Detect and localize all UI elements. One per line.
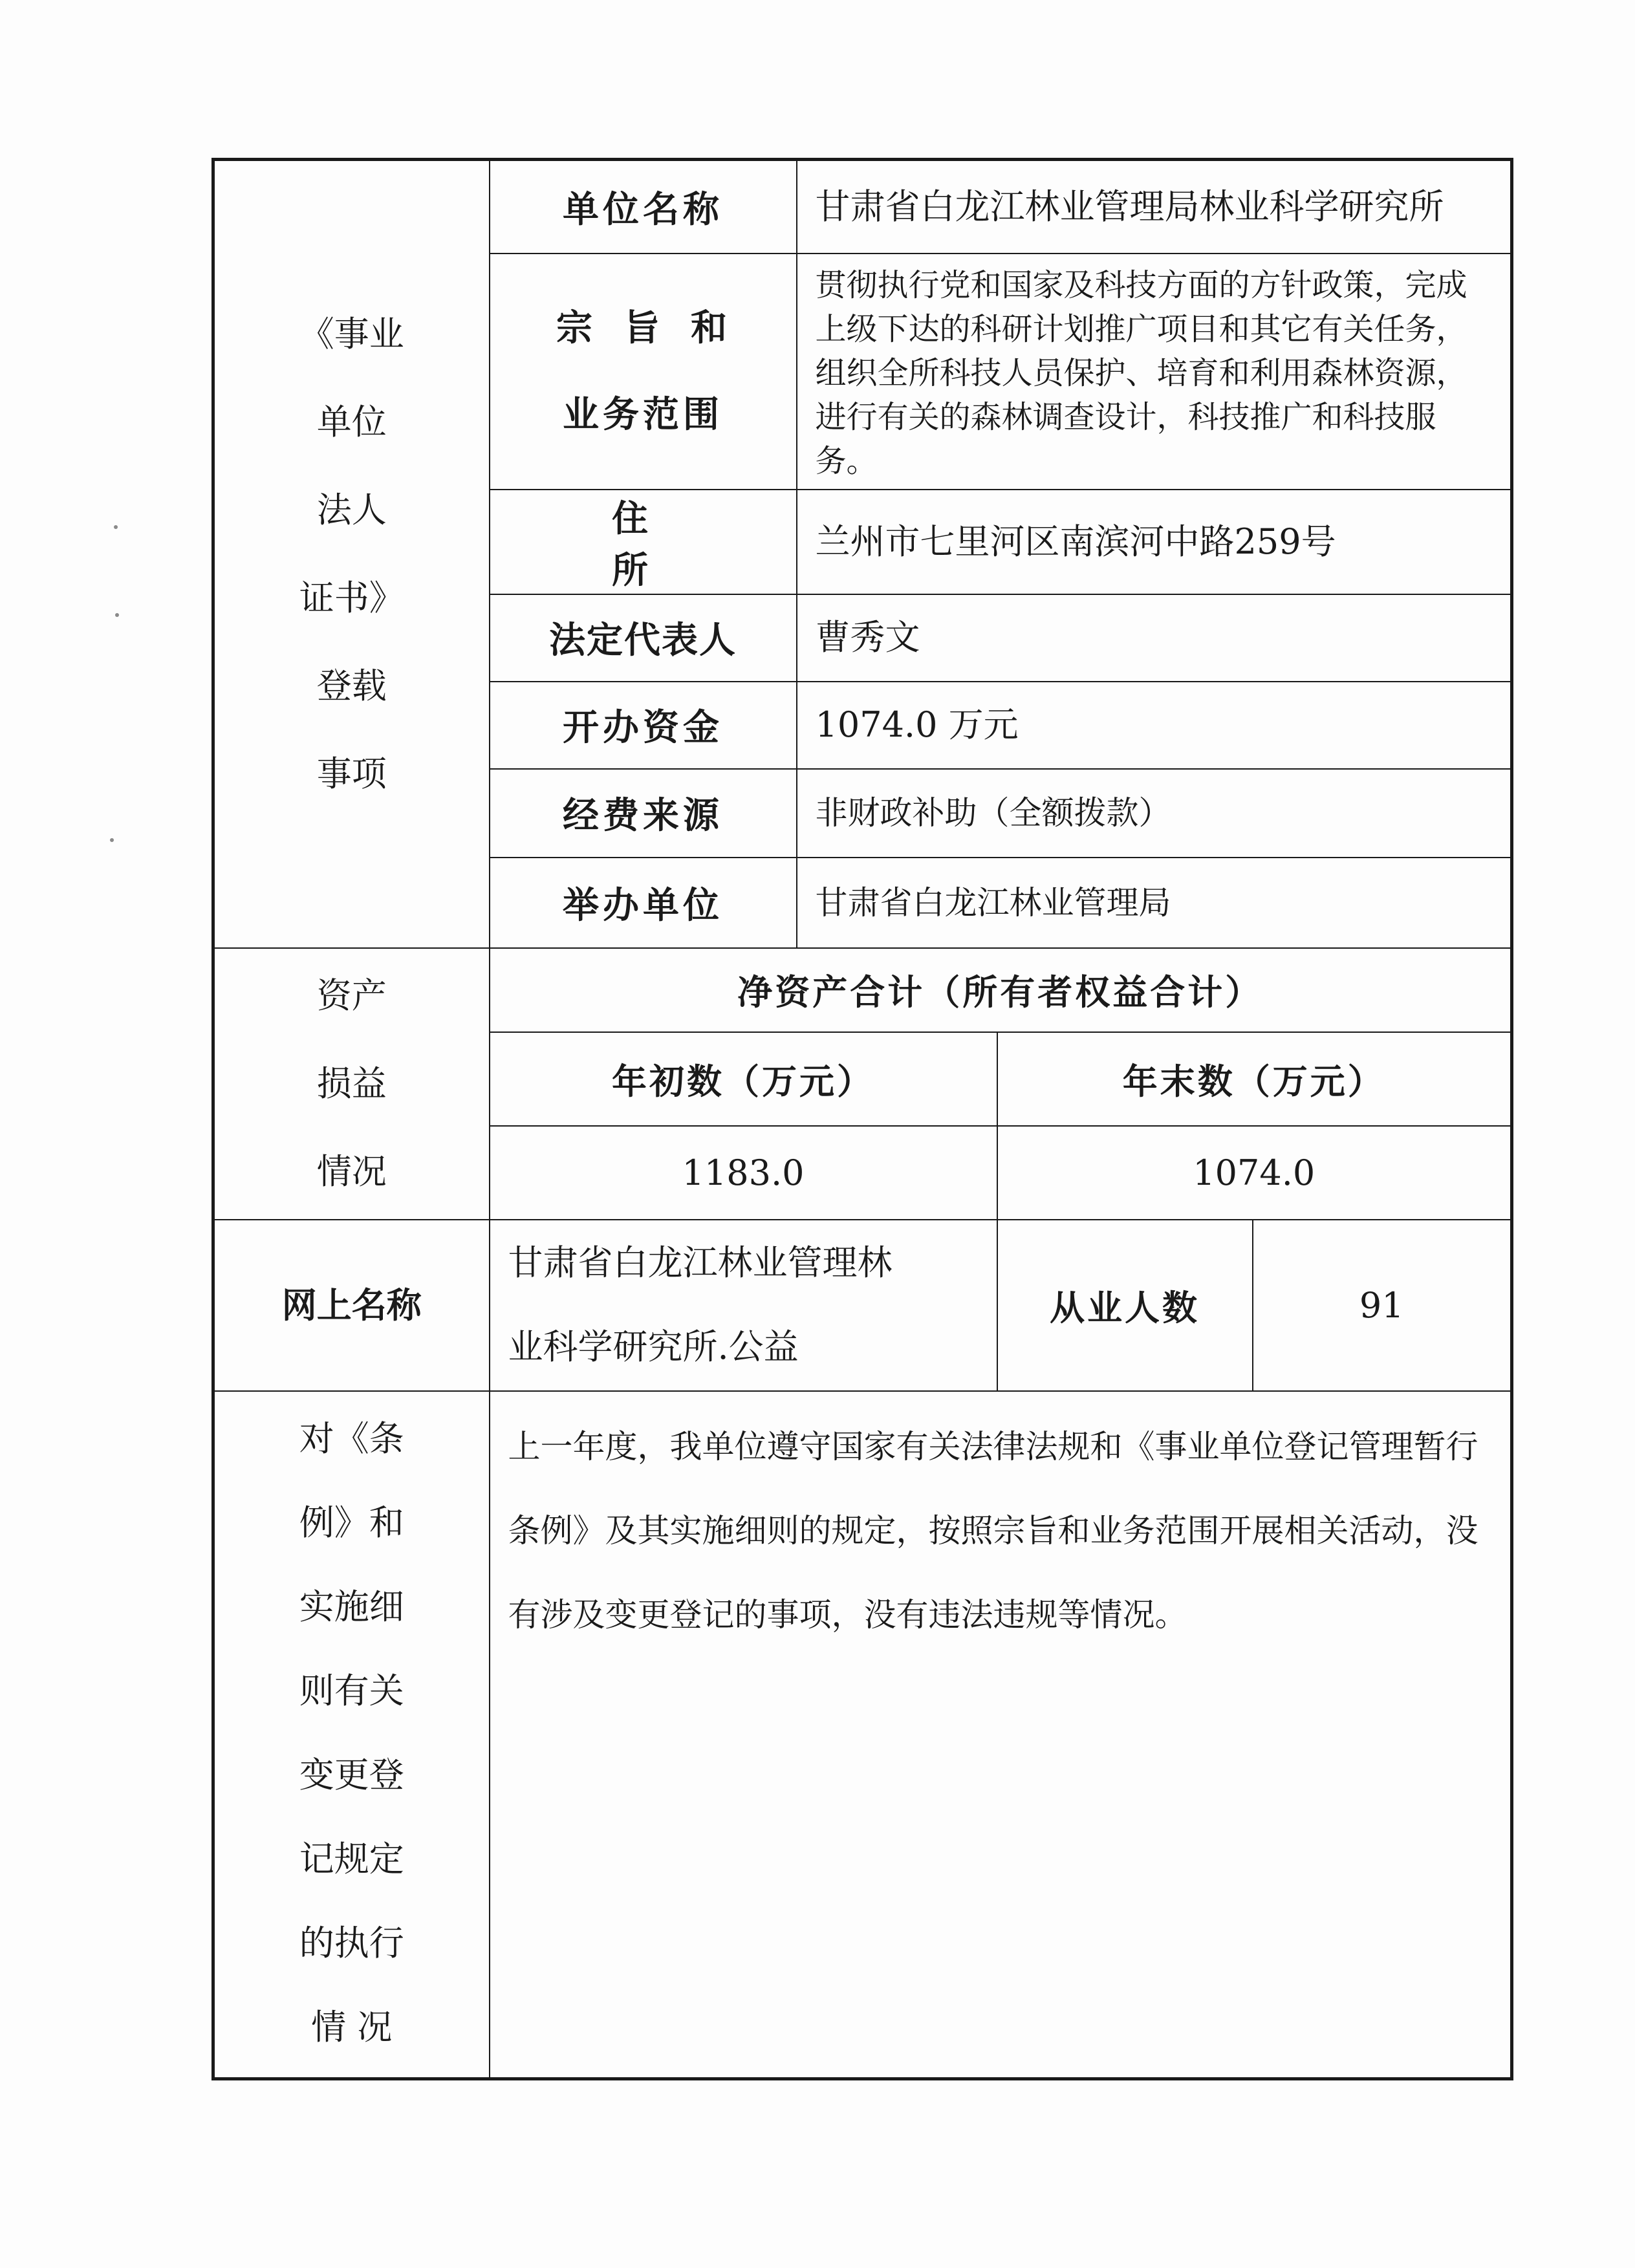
register-label-line: 单位 (316, 401, 387, 442)
scan-speck (110, 838, 114, 842)
register-label-line: 事项 (316, 753, 387, 794)
row-online-name (213, 1220, 1512, 1391)
legal-rep-value: 曹秀文 (797, 594, 1512, 682)
address-label: 住所 (490, 490, 797, 594)
unit-name-value: 甘肃省白龙江林业管理局林业科学研究所 (797, 160, 1512, 254)
assets-label-line: 损益 (316, 1063, 387, 1104)
compliance-label-line: 记规定 (299, 1838, 404, 1879)
sponsor-label: 举办单位 (490, 858, 797, 948)
compliance-label-line: 变更登 (299, 1754, 404, 1795)
register-label-line: 法人 (316, 489, 387, 530)
purpose-label (490, 254, 797, 490)
address-value: 兰州市七里河区南滨河中路259号 (797, 490, 1512, 594)
unit-name-label: 单位名称 (490, 160, 797, 254)
scan-speck (114, 525, 118, 529)
funding-source-value: 非财政补助（全额拨款） (797, 769, 1512, 858)
assets-label-line: 情况 (316, 1150, 387, 1192)
compliance-label-line: 情 况 (311, 2006, 393, 2047)
row-unit-name (213, 160, 1512, 254)
row-compliance (213, 1391, 1512, 2079)
purpose-value: 贯彻执行党和国家及科技方面的方针政策，完成上级下达的科研计划推广项目和其它有关任务，组织全所科技人员保护、培育和利用森林资源，进行有关的森林调查设计，科技推广和科技服务。 (797, 254, 1512, 490)
scan-speck (115, 613, 119, 617)
compliance-label-line: 例》和 (299, 1502, 404, 1543)
section-register-label (213, 160, 490, 948)
staff-count-label: 从业人数 (997, 1220, 1253, 1391)
net-assets-header: 净资产合计（所有者权益合计） (490, 948, 1512, 1032)
section-compliance-label (213, 1391, 490, 2079)
registration-form-table (211, 158, 1513, 2080)
capital-value: 1074.0 万元 (797, 682, 1512, 769)
register-label-line: 证书》 (299, 577, 404, 618)
register-label-line: 《事业 (299, 313, 404, 354)
legal-rep-label: 法定代表人 (490, 594, 797, 682)
register-label-line: 登载 (316, 665, 387, 706)
compliance-label-line: 的执行 (299, 1922, 404, 1963)
compliance-statement: 上一年度，我单位遵守国家有关法律法规和《事业单位登记管理暂行条例》及其实施细则的规定，按照宗旨和业务范围开展相关活动，没有涉及变更登记的事项，没有违法违规等情况。 (490, 1391, 1512, 2079)
assets-label-line: 资产 (316, 975, 387, 1016)
online-name-value (490, 1220, 997, 1391)
compliance-label-line: 实施细 (299, 1586, 404, 1627)
compliance-label-line: 对《条 (299, 1418, 404, 1459)
purpose-label-line: 业务范围 (563, 393, 723, 436)
row-assets-header (213, 948, 1512, 1032)
purpose-label-line: 宗旨和 (556, 307, 758, 349)
online-name-line: 甘肃省白龙江林业管理林 (508, 1242, 893, 1283)
section-assets-label (213, 948, 490, 1220)
online-name-line: 业科学研究所.公益 (508, 1326, 799, 1367)
capital-label: 开办资金 (490, 682, 797, 769)
begin-year-value: 1183.0 (490, 1126, 997, 1220)
sponsor-value: 甘肃省白龙江林业管理局 (797, 858, 1512, 948)
online-name-label: 网上名称 (213, 1220, 490, 1391)
staff-count-value: 91 (1253, 1220, 1512, 1391)
end-year-label: 年末数（万元） (997, 1032, 1512, 1126)
funding-source-label: 经费来源 (490, 769, 797, 858)
end-year-value: 1074.0 (997, 1126, 1512, 1220)
compliance-label-line: 则有关 (299, 1670, 404, 1711)
begin-year-label: 年初数（万元） (490, 1032, 997, 1126)
